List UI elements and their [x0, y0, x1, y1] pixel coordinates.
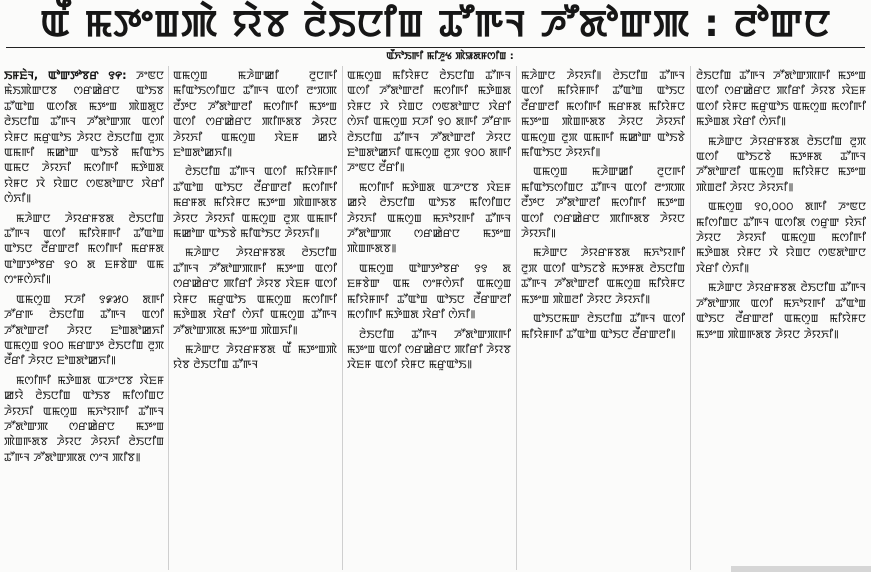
paragraph: ꯂꯥꯏꯅꯤꯡ ꯊꯧꯒꯜ ꯑꯁꯤ ꯃꯤꯌꯥꯝꯒꯤ ꯊꯧꯑꯣꯡ ꯑꯣꯏꯅ ꯂꯩꯔꯛꯂꯤ ꯃꯁꯤꯒꯤ ꯃꯔꯝꯗ ꯃꯤꯌꯥꯝꯅ ꯃꯇꯦꯡ ꯄꯥꯡꯒꯗꯕ ꯍꯥꯌꯅ ꯍꯥꯌꯈꯤ ꯑꯃꯁꯨꯡ ꯂꯨꯞ ꯑꯃꯒꯤ ꯃꯀꯣꯛ ꯑꯣꯏꯕꯥ ꯃꯤꯑꯣꯏꯅ ꯍꯥꯌꯈꯤ꯫ — [173, 165, 337, 241]
paragraph: ꯑꯃꯁꯨꯡ ꯆꯍꯤ ꯱꯹꯷꯰ ꯗꯒꯤ ꯍꯧꯔꯒ ꯂꯥꯏꯅꯤꯡ ꯊꯧꯒꯜ ꯑꯁꯤ ꯍꯧꯗꯣꯛꯂꯤ ꯍꯥꯌꯅ ꯐꯣꯡꯗꯣꯀꯈꯤ ꯑꯃꯁꯨꯡ ꯱꯰꯰ ꯃꯔꯛꯇ ꯂꯥꯏꯅꯤꯡ ꯂꯨꯞ ꯂꯩꯔꯤ ꯍꯥꯌꯅ ꯐꯣꯡꯗꯣꯀꯈꯤ꯫ — [4, 292, 164, 368]
paragraph: ꯑꯃꯁꯨꯡ ꯃꯍꯥꯛꯀꯤ ꯂꯨꯅꯒꯤ ꯃꯤꯑꯣꯏꯁꯤꯡꯅ ꯊꯧꯒꯜ ꯑꯁꯤ ꯂꯦꯞꯄ ꯂꯩꯇꯅ ꯍꯧꯗꯣꯛꯂꯤ ꯃꯁꯤꯒꯤ ꯃꯇꯦꯡ ꯑꯁꯤ ꯁꯔꯀꯥꯔꯅ ꯄꯤꯒꯗꯕ ꯍꯥꯌꯅ ꯍꯥꯌꯈꯤ꯫ — [521, 165, 685, 241]
article-column-1 — [4, 68, 164, 568]
article-column-4 — [521, 68, 685, 568]
paragraph: ꯃꯁꯤꯒꯤ ꯃꯇꯥꯡꯗ ꯑꯍꯦꯅꯕ ꯋꯥꯐꯝ ꯀꯌꯥ ꯂꯥꯏꯅꯤꯡ ꯑꯣꯏꯕ ꯃꯤꯁꯤꯡꯅ ꯍꯥꯌꯈꯤ ꯑꯃꯁꯨꯡ ꯃꯈꯣꯌꯒꯤ ꯊꯧꯒꯜ ꯍꯧꯗꯣꯛꯄ ꯁꯔꯀꯥꯔꯅ ꯃꯇꯦꯡ ꯄꯥꯡꯒꯗꯕ ꯍꯥꯌꯅ ꯍꯥꯌꯈꯤ ꯂꯥꯏꯅꯤꯡ ꯊꯧꯒꯜ ꯍꯧꯗꯣꯛꯄꯗ ꯁꯦꯜ ꯄꯤꯕ꯫ — [4, 373, 164, 464]
scrollbar[interactable] — [731, 566, 871, 572]
paragraph: ꯂꯥꯏꯅꯤꯡ ꯊꯧꯒꯜ ꯍꯧꯗꯣꯛꯄꯒꯤ ꯃꯇꯦꯡ ꯑꯁꯤ ꯁꯔꯀꯥꯔꯅ ꯄꯤꯔꯤ ꯍꯥꯌꯕ ꯋꯥꯐꯝ ꯑꯁꯤ ꯌꯥꯝꯅ ꯃꯔꯨꯑꯣꯏ꯫ — [347, 327, 511, 372]
column-divider — [168, 66, 169, 570]
article-column-5 — [696, 68, 866, 568]
headline: ꯑꯩ ꯃꯇꯦꯡꯄꯥ ꯌꯥꯕ ꯂꯥꯏꯅꯤꯡ ꯊꯧꯒꯜ ꯍꯧꯗꯣꯛꯄ : ꯂꯣꯛꯅ — [40, 2, 831, 44]
headline-rule — [6, 47, 865, 48]
paragraph: ꯃꯍꯥꯛꯅ ꯍꯥꯌꯈꯤ꯫ ꯂꯥꯏꯅꯤꯡ ꯊꯧꯒꯜ ꯑꯁꯤ ꯃꯤꯌꯥꯝꯒꯤ ꯊꯧꯑꯣꯡ ꯑꯣꯏꯅ ꯂꯩꯔꯛꯂꯤ ꯃꯁꯤꯒꯤ ꯃꯔꯝꯗ ꯃꯤꯌꯥꯝꯅ ꯃꯇꯦꯡ ꯄꯥꯡꯒꯗꯕ ꯍꯥꯌꯅ ꯍꯥꯌꯈꯤ ꯑꯃꯁꯨꯡ ꯂꯨꯞ ꯑꯃꯒꯤ ꯃꯀꯣꯛ ꯑꯣꯏꯕꯥ ꯃꯤꯑꯣꯏꯅ ꯍꯥꯌꯈꯤ꯫ — [521, 69, 685, 160]
paragraph: ꯃꯍꯥꯛꯅ ꯍꯥꯌꯔꯝꯕꯗ ꯑꯩ ꯃꯇꯦꯡꯄꯥ ꯌꯥꯕ ꯂꯥꯏꯅꯤꯡ ꯊꯧꯒꯜ — [173, 342, 337, 372]
dateline: ꯏꯝꯐꯥꯜ, ꯑꯣꯛꯇꯣꯕꯔ ꯱꯵: — [4, 69, 127, 82]
paragraph: ꯃꯍꯥꯛꯅ ꯍꯥꯌꯔꯝꯕꯗ ꯂꯥꯏꯅꯤꯡ ꯊꯧꯒꯜ ꯍꯧꯗꯣꯛꯄꯒꯤ ꯃꯇꯦꯡ ꯑꯁꯤ ꯁꯔꯀꯥꯔꯅ ꯄꯤꯔꯤ ꯍꯥꯌꯕ ꯋꯥꯐꯝ ꯑꯁꯤ ꯌꯥꯝꯅ ꯃꯔꯨꯑꯣꯏ ꯑꯃꯁꯨꯡ ꯃꯁꯤꯒꯤ ꯃꯇꯥꯡꯗ ꯋꯥꯔꯤ ꯁꯥꯈꯤ ꯑꯃꯁꯨꯡ ꯊꯧꯒꯜ ꯍꯧꯗꯣꯛꯄꯗ ꯃꯇꯦꯡ ꯄꯥꯡꯈꯤ꯫ — [173, 246, 337, 337]
paragraph: ꯃꯍꯥꯛꯅ ꯍꯥꯌꯔꯝꯕꯗ ꯂꯥꯏꯅꯤꯡ ꯊꯧꯒꯜ ꯍꯧꯗꯣꯛꯄ ꯑꯁꯤ ꯃꯈꯣꯌꯒꯤ ꯊꯧꯑꯣꯡ ꯑꯣꯏꯅ ꯂꯩꯔꯛꯂꯤ ꯑꯃꯁꯨꯡ ꯃꯤꯌꯥꯝꯅ ꯃꯇꯦꯡ ꯄꯥꯡꯒꯗꯕ ꯍꯥꯌꯅ ꯍꯥꯌꯈꯤ꯫ — [696, 281, 866, 341]
paragraph: ꯃꯍꯥꯛꯅ ꯍꯥꯌꯔꯝꯕꯗ ꯂꯥꯏꯅꯤꯡ ꯊꯧꯒꯜ ꯑꯁꯤ ꯃꯤꯌꯥꯝꯒꯤ ꯊꯧꯑꯣꯡ ꯑꯣꯏꯅ ꯂꯩꯔꯛꯂꯤ ꯃꯁꯤꯒꯤ ꯃꯔꯝꯗ ꯑꯣꯛꯇꯣꯕꯔ ꯱꯰ ꯗ ꯐꯝꯕꯥꯛ ꯑꯃ ꯁꯦꯝꯁꯥꯈꯤ꯫ — [4, 211, 164, 287]
paragraph: ꯃꯁꯤꯒꯤ ꯃꯇꯥꯡꯗ ꯑꯍꯦꯅꯕ ꯋꯥꯐꯝ ꯀꯌꯥ ꯂꯥꯏꯅꯤꯡ ꯑꯣꯏꯕ ꯃꯤꯁꯤꯡꯅ ꯍꯥꯌꯈꯤ ꯑꯃꯁꯨꯡ ꯃꯈꯣꯌꯒꯤ ꯊꯧꯒꯜ ꯍꯧꯗꯣꯛꯄ ꯁꯔꯀꯥꯔꯅ ꯃꯇꯦꯡ ꯄꯥꯡꯒꯗꯕ꯫ — [347, 180, 511, 256]
article-column-3 — [347, 68, 511, 568]
paragraph: ꯑꯃꯁꯨꯡ ꯑꯣꯛꯇꯣꯕꯔ ꯱꯱ ꯗ ꯐꯝꯕꯥꯛ ꯑꯃ ꯁꯦꯝꯁꯥꯈꯤ ꯑꯃꯁꯨꯡ ꯃꯤꯌꯥꯝꯒꯤ ꯊꯧꯑꯣꯡ ꯑꯣꯏꯅ ꯂꯩꯔꯛꯂꯤ ꯃꯁꯤꯒꯤ ꯃꯇꯥꯡꯗ ꯋꯥꯔꯤ ꯁꯥꯈꯤ꯫ — [347, 261, 511, 322]
paragraph-text: ꯍꯦꯟꯅ ꯃꯥꯏꯄꯥꯛꯅꯕ ꯁꯔꯀꯥꯔꯅ ꯑꯣꯏꯕ ꯊꯧꯑꯣꯡ ꯑꯁꯤꯗ ꯃꯇꯦꯡ ꯄꯥꯡꯗꯨꯅ ꯂꯥꯏꯅꯤꯡ ꯊꯧꯒꯜ ꯍꯧꯗꯣꯛꯄ ꯑꯁꯤ ꯌꯥꯝꯅ ꯃꯔꯨꯑꯣꯏ ꯍꯥꯌꯅ ꯂꯥꯏꯅꯤꯡ ꯂꯨꯞ ꯑꯃꯒꯤ ꯃꯀꯣꯛ ꯑꯣꯏꯕꯥ ꯃꯤꯑꯣꯏ ꯑꯃꯅ ꯍꯥꯌꯈꯤ ꯃꯁꯤꯒꯤ ꯃꯇꯥꯡꯗ ꯌꯥꯝꯅ ꯋꯥ ꯌꯥꯡꯅ ꯁꯟꯗꯣꯛꯅ ꯋꯥꯔꯤ ꯁꯥꯈꯤ꯫ — [4, 69, 164, 206]
paragraph: ꯑꯃꯁꯨꯡ ꯱꯰,꯰꯰꯰ ꯗꯒꯤ ꯍꯦꯟꯅ ꯃꯤꯁꯤꯡꯅ ꯊꯧꯒꯜ ꯑꯁꯤꯗ ꯁꯔꯨꯛ ꯌꯥꯈꯤ ꯍꯥꯌꯅ ꯍꯥꯌꯈꯤ ꯑꯃꯁꯨꯡ ꯃꯁꯤꯒꯤ ꯃꯇꯥꯡꯗ ꯌꯥꯝꯅ ꯋꯥ ꯌꯥꯡꯅ ꯁꯟꯗꯣꯛꯅ ꯋꯥꯔꯤ ꯁꯥꯈꯤ꯫ — [696, 200, 866, 275]
paragraph: ꯂꯥꯏꯅꯤꯡ ꯊꯧꯒꯜ ꯍꯧꯗꯣꯛꯄꯒꯤ ꯃꯇꯦꯡ ꯑꯁꯤ ꯁꯔꯀꯥꯔꯅ ꯄꯤꯔꯤ ꯍꯥꯌꯕ ꯋꯥꯐꯝ ꯑꯁꯤ ꯌꯥꯝꯅ ꯃꯔꯨꯑꯣꯏ ꯑꯃꯁꯨꯡ ꯃꯁꯤꯒꯤ ꯃꯇꯥꯡꯗ ꯋꯥꯔꯤ ꯁꯥꯈꯤ꯫ — [696, 69, 866, 129]
paragraph: ꯃꯍꯥꯛꯅ ꯍꯥꯌꯔꯝꯕꯗ ꯃꯈꯣꯌꯒꯤ ꯂꯨꯞ ꯑꯁꯤ ꯑꯣꯏꯖꯕꯥ ꯃꯇꯝꯗ ꯂꯥꯏꯅꯤꯡ ꯊꯧꯒꯜ ꯍꯧꯗꯣꯛꯂꯤ ꯑꯃꯁꯨꯡ ꯃꯤꯌꯥꯝꯅ ꯃꯇꯦꯡ ꯄꯥꯡꯂꯤ ꯍꯥꯌꯅ ꯍꯥꯌꯈꯤ꯫ — [521, 246, 685, 306]
paragraph: ꯑꯃꯁꯨꯡ ꯃꯤꯌꯥꯝꯅ ꯂꯥꯏꯅꯤꯡ ꯊꯧꯒꯜ ꯑꯁꯤ ꯍꯧꯗꯣꯛꯂꯤ ꯃꯁꯤꯒꯤ ꯃꯇꯥꯡꯗ ꯌꯥꯝꯅ ꯋꯥ ꯌꯥꯡꯅ ꯁꯟꯗꯣꯛꯅ ꯋꯥꯔꯤ ꯁꯥꯈꯤ ꯑꯃꯁꯨꯡ ꯆꯍꯤ ꯱꯰ ꯗꯒꯤ ꯍꯧꯔꯒ ꯂꯥꯏꯅꯤꯡ ꯊꯧꯒꯜ ꯍꯧꯗꯣꯛꯂꯤ ꯍꯥꯌꯅ ꯐꯣꯡꯗꯣꯀꯈꯤ ꯑꯃꯁꯨꯡ ꯂꯨꯞ ꯱꯰꯰ ꯗꯒꯤ ꯍꯦꯟꯅ ꯂꯩꯔꯤ꯫ — [347, 69, 511, 175]
paragraph — [4, 68, 164, 207]
paragraph: ꯑꯣꯏꯅꯃꯛ ꯂꯥꯏꯅꯤꯡ ꯊꯧꯒꯜ ꯑꯁꯤ ꯃꯤꯌꯥꯝꯒꯤ ꯊꯧꯑꯣꯡ ꯑꯣꯏꯅ ꯂꯩꯔꯛꯂꯤ꯫ — [521, 312, 685, 341]
byline: ꯑꯩꯈꯣꯏꯒꯤ ꯃꯤꯍꯨꯠ ꯄꯥꯎꯗꯝꯁꯤꯡ : — [386, 51, 514, 62]
column-divider — [516, 66, 517, 570]
article-column-2 — [173, 68, 337, 568]
paragraph: ꯃꯍꯥꯛꯅ ꯍꯥꯌꯔꯝꯕꯗ ꯂꯥꯏꯅꯤꯡ ꯂꯨꯞ ꯑꯁꯤ ꯑꯣꯏꯖꯕꯥ ꯃꯇꯝꯗ ꯊꯧꯒꯜ ꯍꯧꯗꯣꯛꯂꯤ ꯑꯃꯁꯨꯡ ꯃꯤꯌꯥꯝꯅ ꯃꯇꯦꯡ ꯄꯥꯡꯂꯤ ꯍꯥꯌꯅ ꯍꯥꯌꯈꯤ꯫ — [696, 134, 866, 194]
column-divider — [342, 66, 343, 570]
column-divider — [690, 66, 691, 570]
paragraph: ꯑꯃꯁꯨꯡ ꯃꯍꯥꯛꯀꯤ ꯂꯨꯅꯒꯤ ꯃꯤꯑꯣꯏꯁꯤꯡꯅ ꯊꯧꯒꯜ ꯑꯁꯤ ꯂꯦꯞꯄ ꯂꯩꯇꯅ ꯍꯧꯗꯣꯛꯂꯤ ꯃꯁꯤꯒꯤ ꯃꯇꯦꯡ ꯑꯁꯤ ꯁꯔꯀꯥꯔꯅ ꯄꯤꯒꯗꯕ ꯍꯥꯌꯅ ꯍꯥꯌꯈꯤ ꯑꯃꯁꯨꯡ ꯋꯥꯐꯝ ꯀꯌꯥ ꯐꯣꯡꯗꯣꯀꯈꯤ꯫ — [173, 69, 337, 160]
